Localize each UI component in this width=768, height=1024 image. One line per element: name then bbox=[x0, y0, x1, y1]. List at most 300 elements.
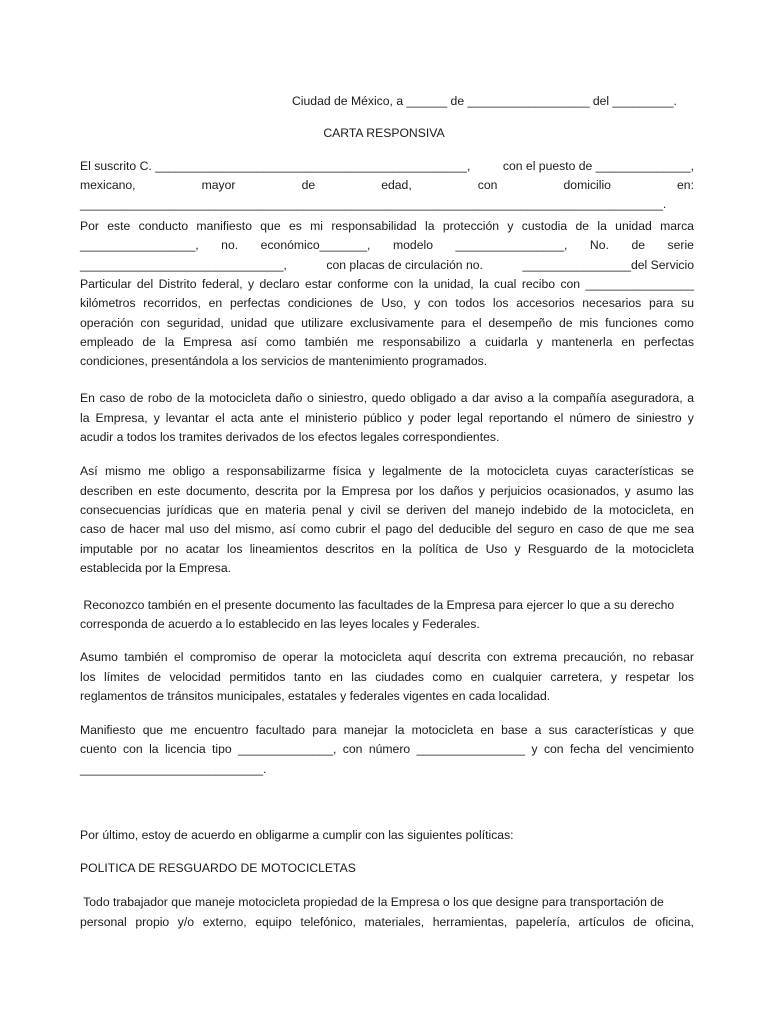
word: del bbox=[495, 522, 513, 536]
p8-line-1: Todo trabajador que maneje motocicleta propiedad de la Empresa o los que designe para transportación de bbox=[80, 895, 664, 909]
p3-line-5 bbox=[80, 540, 694, 559]
word: y bbox=[660, 723, 667, 737]
word: la bbox=[538, 391, 549, 405]
word: con bbox=[342, 742, 363, 756]
word: con bbox=[543, 742, 564, 756]
word: económico_______, bbox=[260, 238, 371, 252]
word: con el puesto de ______________, bbox=[502, 159, 694, 173]
word: poder bbox=[419, 411, 452, 425]
word: responsabilidad bbox=[331, 219, 417, 233]
p4-line-1: Reconozco también en el presente documento las facultades de la Empresa para ejercer lo que a su derecho bbox=[80, 598, 675, 612]
word: sus bbox=[548, 723, 568, 737]
word: estar bbox=[304, 277, 333, 291]
word: para bbox=[312, 723, 337, 737]
word: que bbox=[274, 316, 295, 330]
word: permitidos bbox=[229, 670, 286, 684]
word: a bbox=[212, 464, 220, 478]
word: En bbox=[80, 391, 95, 405]
word: robo bbox=[147, 391, 173, 405]
word: mis bbox=[579, 316, 599, 330]
word: telefónico, bbox=[300, 915, 356, 929]
word: materia bbox=[264, 503, 306, 517]
word: de bbox=[449, 464, 463, 478]
word: mantenerla bbox=[551, 335, 613, 349]
word: licencia bbox=[164, 742, 206, 756]
word: la bbox=[324, 650, 334, 664]
p1-line-7 bbox=[80, 275, 694, 294]
word: a bbox=[527, 391, 535, 405]
word: operar bbox=[282, 650, 318, 664]
p5-line-2 bbox=[80, 668, 694, 687]
word: como bbox=[432, 670, 463, 684]
word: descrita bbox=[437, 650, 481, 664]
word: ante bbox=[259, 411, 284, 425]
word: de bbox=[301, 178, 316, 192]
word: se bbox=[680, 464, 694, 478]
p6-line-2 bbox=[80, 740, 694, 759]
word: las bbox=[678, 484, 694, 498]
word: política bbox=[418, 542, 458, 556]
word: Manifiesto bbox=[80, 723, 136, 737]
word: Distrito bbox=[158, 277, 197, 291]
word: operación bbox=[80, 316, 134, 330]
word: por bbox=[303, 484, 321, 498]
word: protección bbox=[442, 219, 500, 233]
word: del bbox=[452, 503, 469, 517]
word: ________________ bbox=[585, 277, 694, 291]
p4-line-2: corresponda de acuerdo a lo establecido en las leyes locales y Federales. bbox=[80, 617, 480, 631]
word: y bbox=[514, 542, 521, 556]
word: que bbox=[218, 503, 239, 517]
word: jurídicas bbox=[166, 503, 213, 517]
word: por bbox=[140, 542, 158, 556]
word: necesarios bbox=[582, 296, 642, 310]
word: ministerio bbox=[305, 411, 358, 425]
word: hacer bbox=[129, 522, 160, 536]
word: imputable bbox=[80, 542, 133, 556]
word: y bbox=[610, 670, 617, 684]
word: federal, bbox=[201, 277, 243, 291]
word: base bbox=[501, 723, 528, 737]
word: declaro bbox=[259, 277, 300, 291]
word: tipo bbox=[212, 742, 232, 756]
word: en bbox=[138, 484, 152, 498]
word: como bbox=[265, 335, 296, 349]
word: me bbox=[148, 464, 166, 478]
word: de bbox=[464, 542, 479, 556]
word: para bbox=[648, 296, 674, 310]
word: unidad bbox=[615, 219, 652, 233]
word: como bbox=[664, 316, 694, 330]
word: así bbox=[279, 522, 296, 536]
word: siniestro, bbox=[318, 391, 368, 405]
word: de bbox=[631, 238, 645, 252]
word: documento, bbox=[185, 484, 250, 498]
word: respetar bbox=[625, 670, 670, 684]
word: en bbox=[480, 723, 494, 737]
word: características bbox=[574, 723, 654, 737]
word: vencimiento bbox=[628, 742, 694, 756]
word: a bbox=[687, 391, 694, 405]
word: me bbox=[652, 522, 670, 536]
word: de bbox=[129, 391, 144, 405]
word: en bbox=[381, 542, 395, 556]
word: descrita bbox=[255, 484, 298, 498]
word: deriven bbox=[406, 503, 447, 517]
word: Particular bbox=[80, 277, 132, 291]
word: del bbox=[136, 277, 154, 291]
word: condiciones bbox=[287, 296, 353, 310]
word: en bbox=[470, 670, 485, 684]
word: manejar bbox=[343, 723, 388, 737]
p6-line-1 bbox=[80, 721, 694, 740]
word: _________________, bbox=[80, 238, 199, 252]
word: externo, bbox=[202, 915, 247, 929]
p7-line-1: Por último, estoy de acuerdo en obligarme a cumplir con las siguientes políticas: bbox=[80, 828, 514, 842]
word: de bbox=[608, 522, 623, 536]
word: Por bbox=[80, 219, 99, 233]
word: motocicleta, bbox=[609, 503, 675, 517]
word: accesorios bbox=[516, 296, 575, 310]
word: legalmente bbox=[382, 464, 442, 478]
word: límites bbox=[103, 670, 140, 684]
word: daño bbox=[275, 391, 303, 405]
word: y bbox=[407, 411, 414, 425]
word: y bbox=[507, 219, 514, 233]
word: Empresa bbox=[183, 335, 232, 349]
word: por bbox=[395, 484, 414, 498]
p2-line-1 bbox=[80, 389, 694, 408]
word: los bbox=[80, 670, 96, 684]
p5-line-1 bbox=[80, 648, 694, 667]
word: manifiesto bbox=[196, 219, 252, 233]
word: custodia bbox=[521, 219, 568, 233]
word: Empresa, bbox=[95, 411, 148, 425]
word: que bbox=[142, 723, 164, 737]
word: la bbox=[149, 742, 159, 756]
word: con bbox=[427, 296, 448, 310]
word: mismo, bbox=[235, 522, 275, 536]
word: ________________del Servicio bbox=[522, 258, 694, 272]
word: se bbox=[386, 503, 400, 517]
word: reportando bbox=[488, 411, 548, 425]
word: y bbox=[624, 484, 631, 498]
word: no bbox=[164, 542, 179, 556]
word: motocicleta bbox=[411, 723, 474, 737]
word: artículos bbox=[578, 915, 625, 929]
word: es bbox=[288, 219, 302, 233]
word: y bbox=[368, 464, 375, 478]
word: me bbox=[170, 723, 188, 737]
word: motocicleta bbox=[339, 650, 402, 664]
word: con bbox=[393, 277, 414, 291]
word: en bbox=[208, 296, 223, 310]
word: o bbox=[306, 391, 314, 405]
p3-line-2 bbox=[80, 482, 694, 501]
word: recibo bbox=[521, 277, 556, 291]
word: de bbox=[262, 650, 277, 664]
word: y bbox=[478, 484, 485, 498]
p1-line-1 bbox=[80, 157, 694, 176]
word: facultado bbox=[255, 723, 306, 737]
word: civil bbox=[360, 503, 381, 517]
word: mi bbox=[310, 219, 323, 233]
p1-line-8 bbox=[80, 294, 694, 313]
p2-line-2 bbox=[80, 409, 694, 428]
word: precaución, bbox=[563, 650, 627, 664]
word: indebido bbox=[521, 503, 568, 517]
word: motocicleta bbox=[209, 391, 271, 405]
word: y/o bbox=[177, 915, 195, 929]
word: domicilio bbox=[563, 178, 611, 192]
word: aviso bbox=[494, 391, 523, 405]
word: la bbox=[469, 464, 480, 478]
word: carretera, bbox=[550, 670, 603, 684]
word: aseguradora, bbox=[610, 391, 683, 405]
document-title: CARTA RESPONSIVA bbox=[323, 126, 445, 140]
word: pago bbox=[385, 522, 413, 536]
word: Uso bbox=[485, 542, 508, 556]
word: la bbox=[402, 542, 412, 556]
word: cubrir bbox=[335, 522, 366, 536]
word: de bbox=[110, 522, 125, 536]
word: los bbox=[678, 670, 694, 684]
word: perfectas bbox=[643, 335, 694, 349]
word: seguro bbox=[517, 522, 555, 536]
word: los bbox=[226, 542, 243, 556]
word: en bbox=[245, 503, 259, 517]
p3-line-3 bbox=[80, 501, 694, 520]
word: en bbox=[329, 670, 343, 684]
word: cualquier bbox=[492, 670, 542, 684]
p3-line-6: establecida por la Empresa. bbox=[80, 561, 232, 575]
p1-line-11: condiciones, presentándola a los servicios de mantenimiento programados. bbox=[80, 354, 488, 368]
word: El suscrito C. ______________________________________________, bbox=[80, 159, 471, 173]
p8-line-2 bbox=[80, 913, 694, 932]
word: número bbox=[368, 742, 411, 756]
word: siniestro bbox=[636, 411, 682, 425]
word: modelo bbox=[393, 238, 433, 252]
word: ________________ bbox=[416, 742, 526, 756]
word: la bbox=[425, 219, 435, 233]
word: ocasionados, bbox=[547, 484, 620, 498]
p2-line-3: acudir a todos los tramites derivados de los efectos legales correspondientes. bbox=[80, 430, 500, 444]
place-date-line: Ciudad de México, a ______ de __________________ del _________. bbox=[292, 94, 677, 108]
word: acatar bbox=[185, 542, 220, 556]
word: marca bbox=[660, 219, 694, 233]
word: tanto bbox=[293, 670, 321, 684]
word: de bbox=[616, 411, 631, 425]
word: de bbox=[594, 542, 609, 556]
word: de bbox=[633, 915, 647, 929]
word: la bbox=[418, 277, 429, 291]
word: público bbox=[363, 411, 402, 425]
word: la bbox=[394, 723, 405, 737]
p1-line-2 bbox=[80, 176, 694, 195]
p6-line-3: ___________________________. bbox=[80, 762, 267, 776]
word: del bbox=[213, 522, 231, 536]
word: Empresa bbox=[341, 484, 391, 498]
word: papelería, bbox=[515, 915, 570, 929]
word: este bbox=[107, 219, 131, 233]
word: de bbox=[147, 670, 162, 684]
word: seguridad, bbox=[166, 316, 224, 330]
word: Resguardo bbox=[527, 542, 588, 556]
word: utilizare bbox=[301, 316, 344, 330]
word: propio bbox=[135, 915, 170, 929]
word: todos bbox=[455, 296, 486, 310]
word: compañía bbox=[552, 391, 607, 405]
word: velocidad bbox=[169, 670, 221, 684]
word: en bbox=[621, 335, 635, 349]
word: levantar bbox=[165, 411, 210, 425]
word: caso bbox=[577, 522, 604, 536]
word: no bbox=[632, 650, 647, 664]
word: la bbox=[326, 484, 336, 498]
word: el bbox=[472, 316, 482, 330]
word: el bbox=[215, 411, 225, 425]
word: mexicano, bbox=[80, 178, 136, 192]
word: el bbox=[173, 650, 184, 664]
word: cuyas bbox=[555, 464, 588, 478]
word: en bbox=[680, 503, 694, 517]
word: de bbox=[142, 335, 156, 349]
word: ciudades bbox=[375, 670, 425, 684]
p1-line-5 bbox=[80, 236, 694, 255]
word: Así bbox=[80, 464, 98, 478]
word: a bbox=[469, 335, 477, 349]
word: Asumo bbox=[80, 650, 118, 664]
word: de bbox=[359, 296, 374, 310]
word: que bbox=[673, 723, 694, 737]
word: recorridos, bbox=[143, 296, 201, 310]
word: asumo bbox=[636, 484, 673, 498]
word: la bbox=[593, 503, 603, 517]
word: del bbox=[606, 742, 623, 756]
word: uso bbox=[189, 522, 209, 536]
word: y bbox=[347, 503, 355, 517]
word: física bbox=[332, 464, 362, 478]
p5-line-3: reglamentos de tránsitos municipales, estatales y federales vigentes en cada localidad. bbox=[80, 689, 551, 703]
word: responsabilizarme bbox=[226, 464, 326, 478]
section-title: POLITICA DE RESGUARDO DE MOTOCICLETAS bbox=[80, 861, 356, 875]
word: con bbox=[486, 650, 507, 664]
word: conducto bbox=[138, 219, 189, 233]
word: los bbox=[492, 296, 509, 310]
word: unidad, bbox=[433, 277, 474, 291]
word: perjuicios bbox=[490, 484, 542, 498]
word: y bbox=[536, 335, 543, 349]
word: con bbox=[560, 277, 581, 291]
word: compromiso bbox=[189, 650, 257, 664]
word: deducible bbox=[438, 522, 491, 536]
word: mayor bbox=[201, 178, 236, 192]
word: funciones bbox=[605, 316, 658, 330]
word: empleado bbox=[80, 335, 134, 349]
word: a bbox=[534, 723, 542, 737]
word: dar bbox=[472, 391, 490, 405]
word: el bbox=[553, 411, 564, 425]
word: desempeño bbox=[488, 316, 553, 330]
word: perfectas bbox=[229, 296, 281, 310]
word: kilómetros bbox=[80, 296, 136, 310]
word: motocicleta bbox=[486, 464, 549, 478]
word: en: bbox=[677, 178, 694, 192]
word: su bbox=[681, 296, 694, 310]
word: mismo bbox=[104, 464, 141, 478]
word: también bbox=[304, 335, 348, 349]
word: caso bbox=[99, 391, 126, 405]
word: cuento bbox=[80, 742, 117, 756]
word: conforme bbox=[337, 277, 389, 291]
word: la bbox=[615, 542, 625, 556]
word: de bbox=[573, 503, 588, 517]
word: de bbox=[176, 391, 191, 405]
word: que bbox=[627, 522, 648, 536]
word: de bbox=[558, 316, 573, 330]
word: legal bbox=[457, 411, 483, 425]
word: describen bbox=[80, 484, 133, 498]
p1-line-9 bbox=[80, 314, 694, 333]
word: Uso, bbox=[381, 296, 407, 310]
word: motocicleta bbox=[632, 542, 694, 556]
word: encuentro bbox=[194, 723, 249, 737]
word: manejo bbox=[474, 503, 515, 517]
word: caso bbox=[80, 522, 106, 536]
word: serie bbox=[667, 238, 694, 252]
word: lineamientos bbox=[249, 542, 319, 556]
word: aquí bbox=[407, 650, 432, 664]
word: a bbox=[460, 391, 468, 405]
word: cuidarla bbox=[485, 335, 528, 349]
word: fecha bbox=[570, 742, 600, 756]
word: unidad bbox=[230, 316, 268, 330]
word: la bbox=[479, 277, 489, 291]
word: el bbox=[289, 411, 299, 425]
word: del bbox=[417, 522, 434, 536]
word: también bbox=[124, 650, 168, 664]
word: y bbox=[531, 742, 538, 756]
word: personal bbox=[80, 915, 127, 929]
word: como bbox=[300, 522, 331, 536]
word: cual bbox=[494, 277, 517, 291]
word: responsabilizo bbox=[382, 335, 461, 349]
word: los bbox=[418, 484, 435, 498]
word: con bbox=[140, 316, 161, 330]
p1-line-6 bbox=[80, 256, 694, 275]
word: la bbox=[195, 391, 205, 405]
word: rebasar bbox=[652, 650, 694, 664]
word: con bbox=[123, 742, 143, 756]
word: extrema bbox=[512, 650, 557, 664]
word: mal bbox=[164, 522, 185, 536]
word: consecuencias bbox=[80, 503, 161, 517]
word: con placas de circulación no. bbox=[326, 258, 483, 272]
p1-line-3: ______________________________________________________________________________________. bbox=[80, 197, 667, 211]
word: materiales, bbox=[364, 915, 425, 929]
p1-line-4 bbox=[80, 217, 694, 236]
word: la bbox=[164, 335, 175, 349]
word: en bbox=[559, 522, 573, 536]
word: el bbox=[370, 522, 381, 536]
word: obligo bbox=[172, 464, 206, 478]
word: obligado bbox=[410, 391, 457, 405]
word: la bbox=[597, 219, 607, 233]
word: y bbox=[414, 296, 421, 310]
word: de bbox=[575, 219, 590, 233]
word: exclusivamente bbox=[350, 316, 435, 330]
word: y bbox=[248, 277, 255, 291]
